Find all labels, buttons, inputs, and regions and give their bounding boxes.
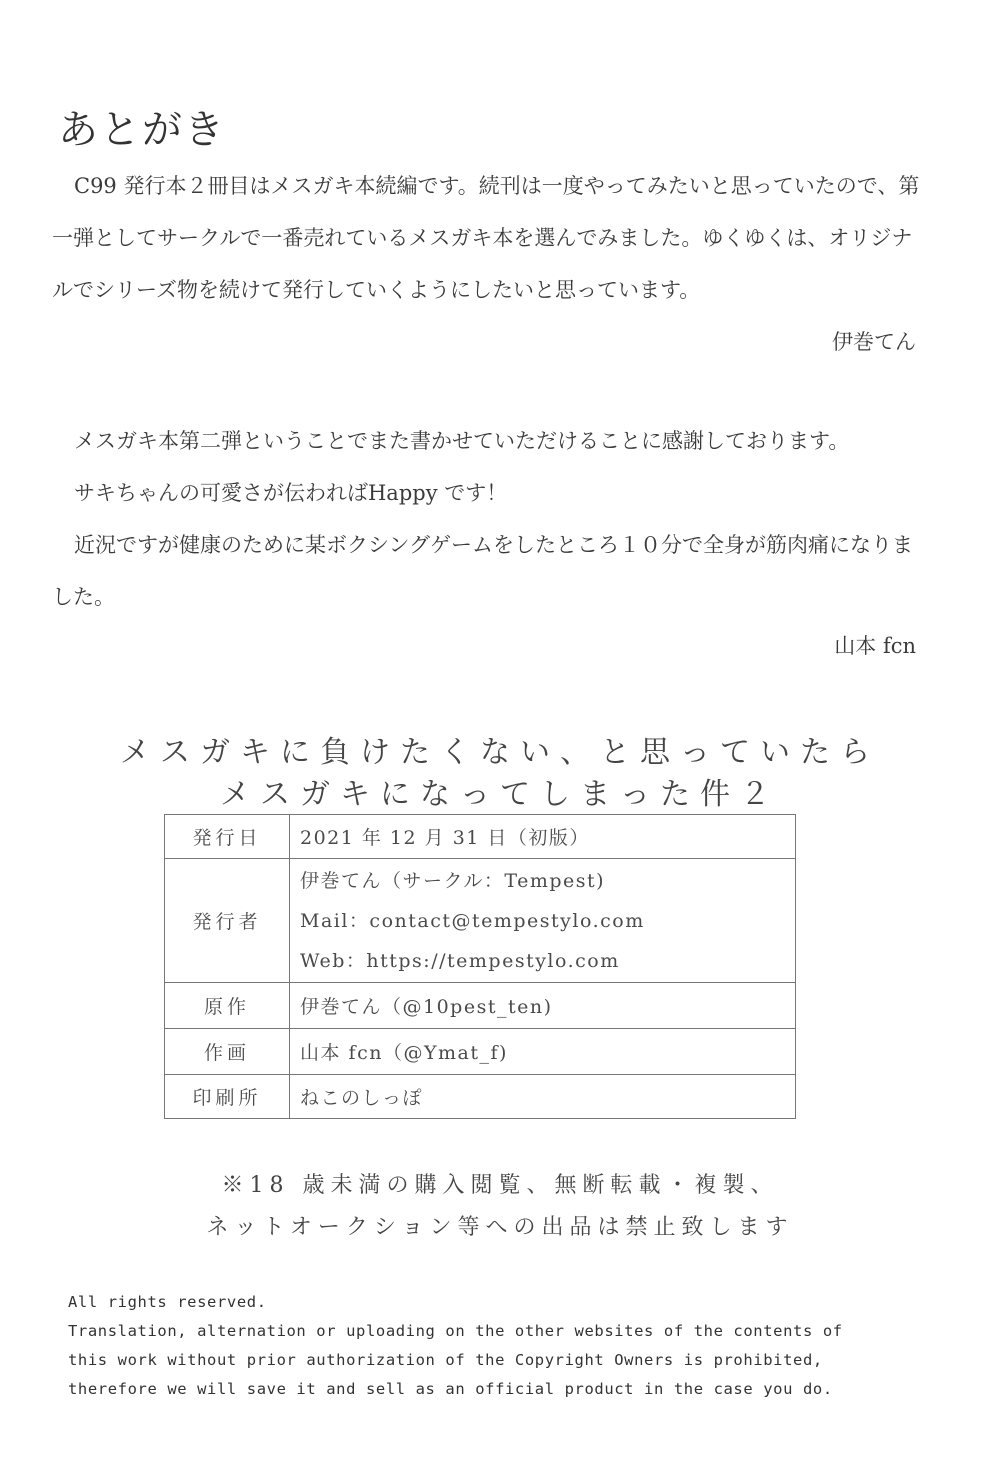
author2-line-1: メスガキ本第二弾ということでまた書かせていただけることに感謝しております。 — [74, 429, 850, 453]
art-value: 山本 fcn（@Ymat_f) — [290, 1029, 796, 1075]
colophon-row-date — [165, 815, 796, 859]
author2-line-2: サキちゃんの可愛さが伝わればHappy です！ — [74, 481, 508, 505]
afterword-heading: あとがき — [58, 107, 226, 153]
publisher-label: 発行者 — [165, 859, 290, 983]
colophon-row-publisher — [165, 859, 796, 983]
age-notice-line-2: ネットオークション等への出品は禁止致します — [206, 1215, 794, 1240]
author2-paragraph-block — [52, 415, 932, 623]
art-label: 作画 — [165, 1029, 290, 1075]
rights-line-3: this work without prior authorization of the Copyright Owners is prohibited, — [68, 1351, 823, 1369]
author2-line-3: 近況ですが健康のために某ボクシングゲームをしたところ１０分で全身が筋肉痛になりました。 — [52, 533, 914, 609]
printer-value: ねこのしっぽ — [290, 1075, 796, 1119]
publish-date-value: 2021 年 12 月 31 日（初版） — [290, 815, 796, 859]
publish-date-label: 発行日 — [165, 815, 290, 859]
colophon-row-printer — [165, 1075, 796, 1119]
colophon-row-original — [165, 983, 796, 1029]
original-label: 原作 — [165, 983, 290, 1029]
book-title-line-2: メスガキになってしまった件２ — [220, 777, 780, 812]
colophon-row-art — [165, 1029, 796, 1075]
colophon-table — [164, 814, 796, 1119]
publisher-name: 伊巻てん（サークル：Tempest) — [300, 869, 606, 892]
rights-line-2: Translation, alternation or uploading on the other websites of the contents of — [68, 1322, 843, 1340]
author1-signature: 伊巻てん — [832, 330, 916, 354]
publisher-web: Web：https://tempestylo.com — [300, 949, 620, 972]
author2-signature: 山本 fcn — [834, 634, 916, 658]
rights-block — [68, 1288, 948, 1404]
rights-line-4: therefore we will save it and sell as an official product in the case you do. — [68, 1380, 833, 1398]
author1-paragraph: C99 発行本２冊目はメスガキ本続編です。続刊は一度やってみたいと思っていたので、第一弾としてサークルで一番売れているメスガキ本を選んでみました。ゆくゆくは、オリジナルでシリーズ物を続けて発行していくようにしたいと思っています。 — [52, 174, 920, 302]
author1-paragraph-block — [52, 160, 932, 316]
publisher-value — [290, 859, 796, 983]
printer-label: 印刷所 — [165, 1075, 290, 1119]
publisher-mail: Mail：contact@tempestylo.com — [300, 909, 645, 932]
original-value: 伊巻てん（@10pest_ten) — [290, 983, 796, 1029]
age-notice-line-1: ※18 歳未満の購入閲覧、無断転載・複製、 — [221, 1173, 779, 1198]
rights-line-1: All rights reserved. — [68, 1293, 267, 1311]
book-title-line-1: メスガキに負けたくない、と思っていたら — [120, 735, 880, 770]
